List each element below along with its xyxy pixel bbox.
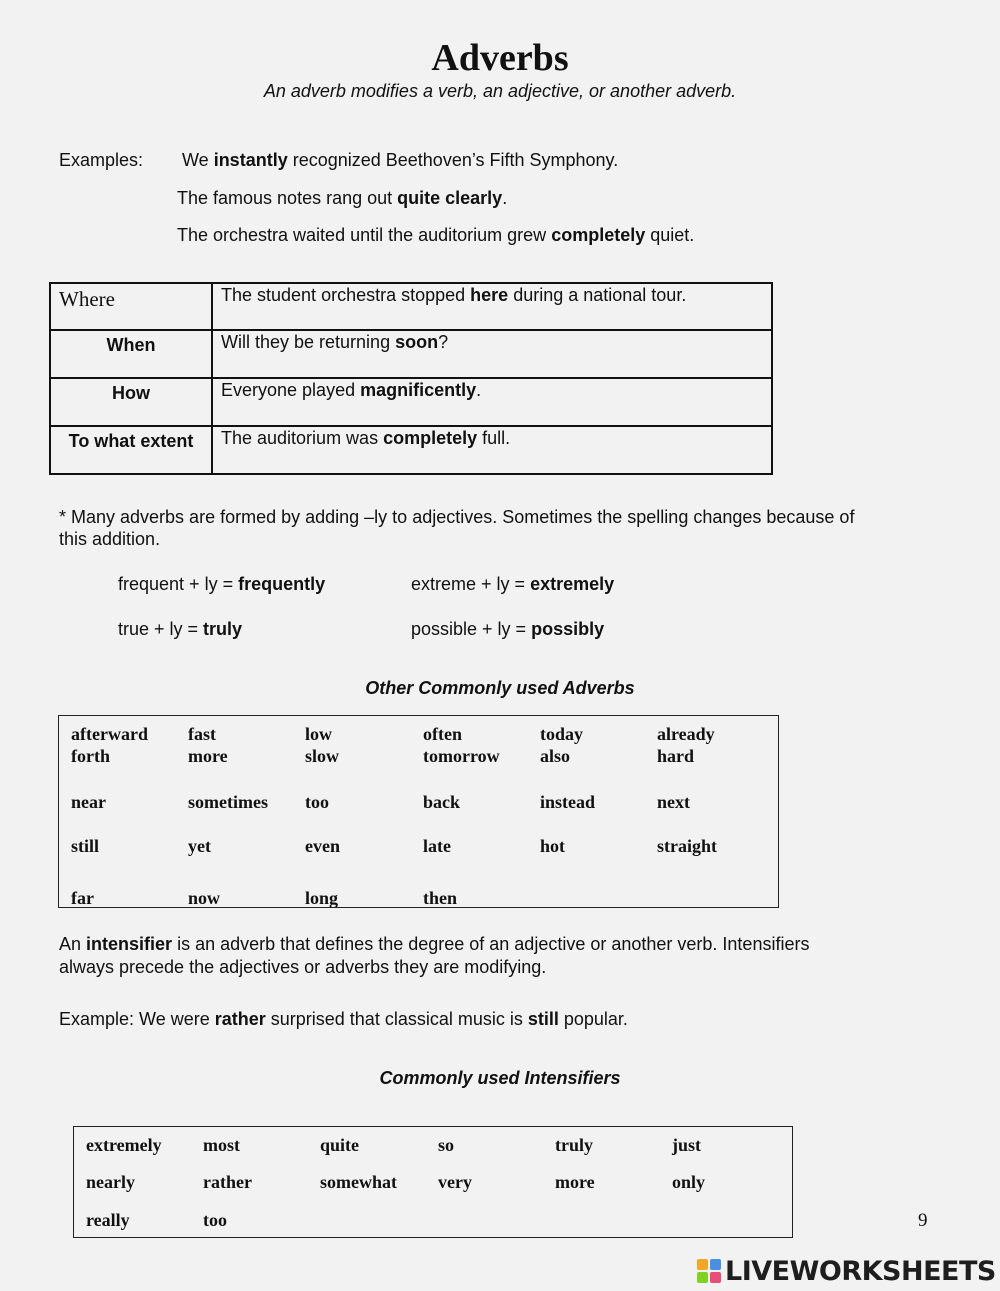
adverb-word: low	[305, 724, 332, 744]
example-line-3: The orchestra waited until the auditorium grew completely quiet.	[177, 225, 695, 245]
intensifier-word: too	[203, 1210, 227, 1230]
adverb-word: straight	[657, 836, 717, 856]
intensifiers-box	[73, 1126, 793, 1238]
common-adverbs-box	[58, 715, 779, 908]
table-row	[50, 330, 772, 378]
adverb-word: forth	[71, 746, 110, 766]
ly-pair: true + ly = truly	[118, 619, 243, 639]
intensifier-definition-line-2: always precede the adjectives or adverbs they are modifying.	[59, 957, 547, 977]
adverb-word: then	[423, 888, 458, 908]
adverb-word: instead	[540, 792, 596, 812]
adverb-word: slow	[305, 746, 340, 766]
adverb-word: more	[188, 746, 228, 766]
adverb-word: hard	[657, 746, 695, 766]
intensifier-word: just	[672, 1135, 702, 1155]
adverb-word: even	[305, 836, 340, 856]
intensifiers-heading: Commonly used Intensifiers	[379, 1068, 621, 1088]
table-row	[50, 426, 772, 474]
ly-note-line-2: this addition.	[59, 529, 161, 549]
intensifier-word: truly	[555, 1135, 593, 1155]
intensifier-definition-line-1: An intensifier is an adverb that defines the degree of an adjective or another verb. Intensifiers	[59, 934, 810, 954]
example-line-1: We instantly recognized Beethoven’s Fifth Symphony.	[182, 150, 619, 170]
intensifier-word: more	[555, 1172, 595, 1192]
adverb-word: now	[188, 888, 221, 908]
ly-pair: extreme + ly = extremely	[411, 574, 615, 594]
logo-block	[697, 1259, 708, 1270]
intensifier-word: really	[86, 1210, 130, 1230]
adverb-word: still	[71, 836, 100, 856]
ly-pair: frequent + ly = frequently	[118, 574, 326, 594]
example-line-2: The famous notes rang out quite clearly.	[177, 188, 508, 208]
logo-blocks-icon	[697, 1259, 721, 1283]
row-example: The student orchestra stopped here during a national tour.	[212, 283, 772, 330]
intensifier-word: rather	[203, 1172, 252, 1192]
adverb-word: sometimes	[188, 792, 268, 812]
adverb-word: also	[540, 746, 571, 766]
intensifier-word: very	[438, 1172, 472, 1192]
adverb-word: next	[657, 792, 690, 812]
adverb-uses-table	[49, 282, 773, 475]
adverb-word: back	[423, 792, 461, 812]
intensifier-word: most	[203, 1135, 240, 1155]
ly-pair: possible + ly = possibly	[411, 619, 605, 639]
intensifier-word: only	[672, 1172, 706, 1192]
intensifier-word: extremely	[86, 1135, 162, 1155]
intensifier-word: so	[438, 1135, 455, 1155]
intensifier-word: somewhat	[320, 1172, 397, 1192]
logo-block	[710, 1259, 721, 1270]
intensifier-example: Example: We were rather surprised that classical music is still popular.	[59, 1009, 628, 1029]
logo-block	[710, 1272, 721, 1283]
adverb-word: often	[423, 724, 462, 744]
logo-text: LIVEWORKSHEETS	[725, 1255, 996, 1287]
row-example: The auditorium was completely full.	[212, 426, 772, 474]
common-adverbs-heading: Other Commonly used Adverbs	[365, 678, 635, 698]
examples-label: Examples:	[59, 150, 144, 170]
adverb-word: long	[305, 888, 339, 908]
adverb-word: yet	[188, 836, 211, 856]
row-key-where: Where	[50, 283, 212, 330]
table-row	[50, 378, 772, 426]
ly-note-line-1: * Many adverbs are formed by adding –ly to adjectives. Sometimes the spelling changes because of	[59, 507, 855, 527]
logo-block	[697, 1272, 708, 1283]
page-subtitle: An adverb modifies a verb, an adjective, or another adverb.	[263, 81, 737, 101]
adverb-word: afterward	[71, 724, 148, 744]
row-key-extent: To what extent	[50, 426, 212, 474]
adverb-word: far	[71, 888, 94, 908]
adverb-word: too	[305, 792, 329, 812]
adverb-word: late	[423, 836, 451, 856]
page-title: Adverbs	[431, 37, 569, 79]
liveworksheets-logo[interactable]	[697, 1256, 996, 1286]
adverb-word: tomorrow	[423, 746, 500, 766]
intensifier-word: quite	[320, 1135, 360, 1155]
row-key-how: How	[50, 378, 212, 426]
adverb-word: near	[71, 792, 106, 812]
adverb-word: hot	[540, 836, 566, 856]
adverb-word: fast	[188, 724, 216, 744]
table-row	[50, 283, 772, 330]
adverb-word: already	[657, 724, 715, 744]
row-example: Everyone played magnificently.	[212, 378, 772, 426]
row-key-when: When	[50, 330, 212, 378]
adverb-word: today	[540, 724, 584, 744]
intensifier-word: nearly	[86, 1172, 135, 1192]
page-number: 9	[918, 1210, 928, 1231]
row-example: Will they be returning soon?	[212, 330, 772, 378]
